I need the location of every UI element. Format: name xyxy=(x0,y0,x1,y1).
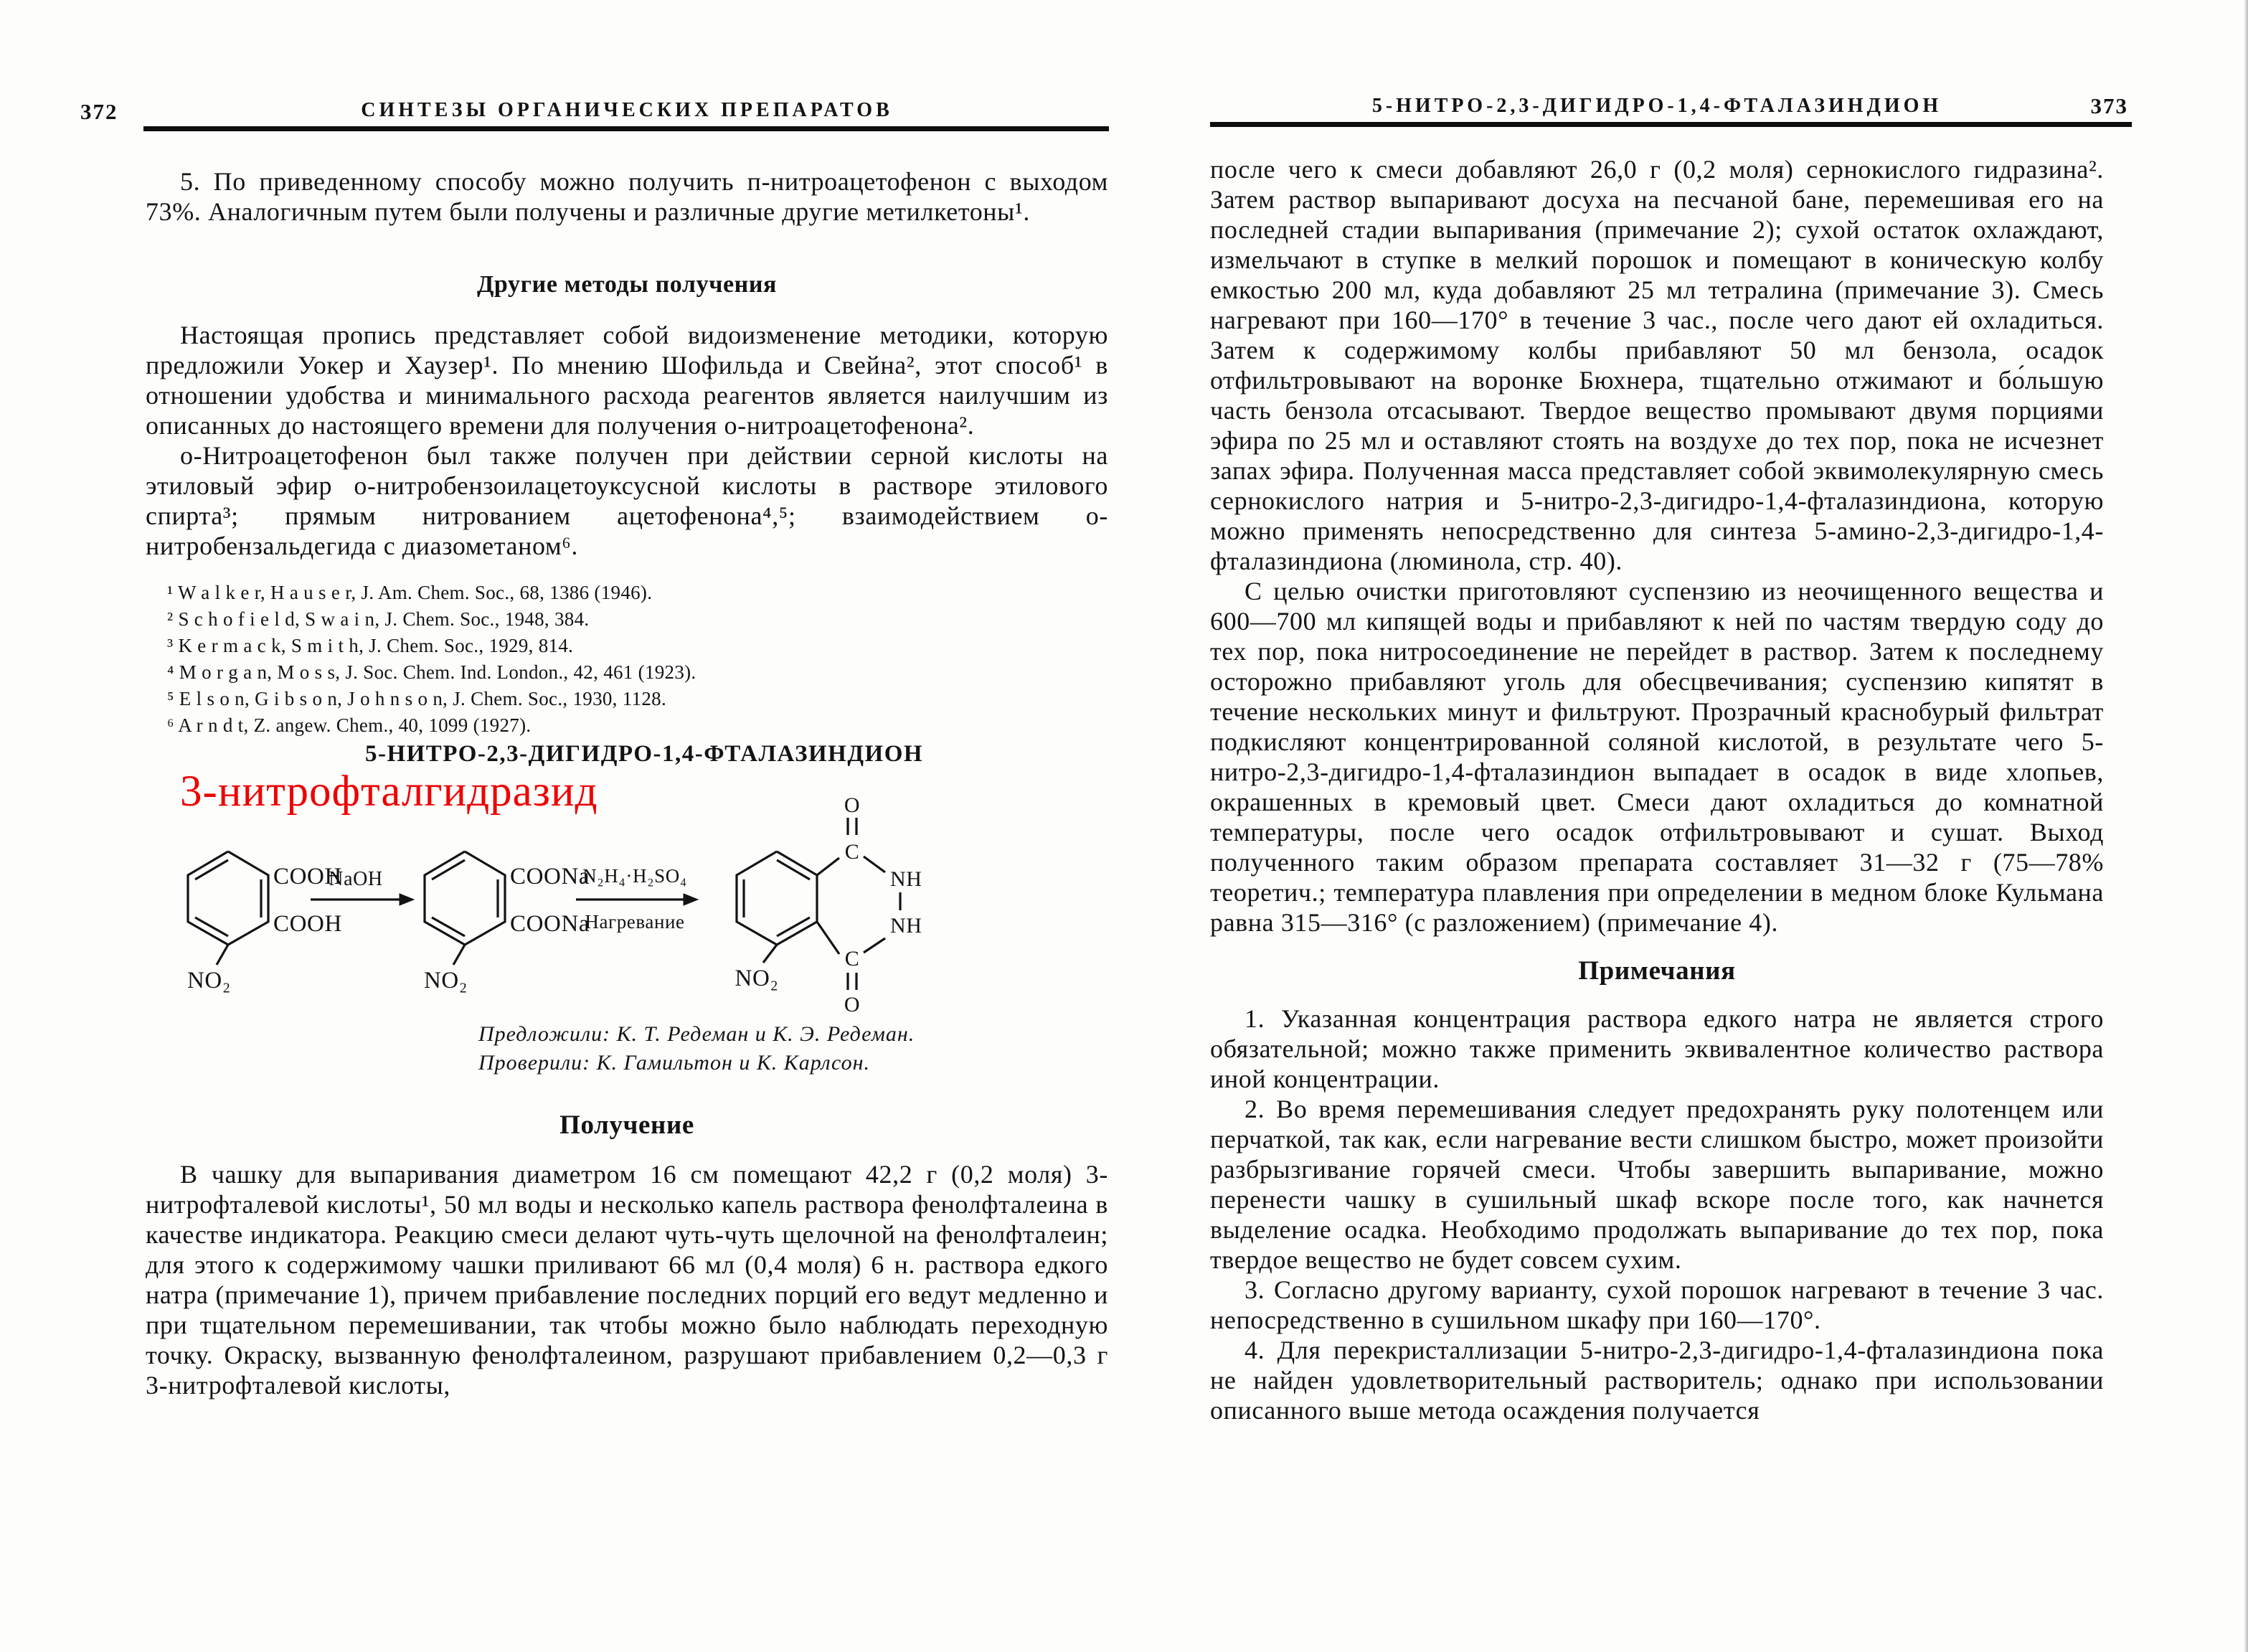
reference-item: ⁴ M o r g a n, M o s s, J. Soc. Chem. Ind. London., 42, 461 (1923). xyxy=(167,661,696,683)
right-page-number: 373 xyxy=(2090,93,2128,118)
credits-proposed-by: Предложили: К. Т. Редеман и К. Э. Редеман. xyxy=(478,1022,915,1046)
right-running-head: 5-НИТРО-2,3-ДИГИДРО-1,4-ФТАЛАЗИНДИОН xyxy=(1371,95,1942,117)
paragraph-main-continued: после чего к смеси добавляют 26,0 г (0,2 моля) сернокислого гидразина². Затем раствор выпаривают досуха на песчаной бане, перемешивая его на последней стадии выпаривания (примечание 2); сухой остаток охлаждают, измельчают в ступке в мелкий порошок и помещают в коническую колбу емкостью 200 мл, куда добавляют 25 мл тетралина (примечание 3). Смесь нагревают при 160—170° в течение 3 час., после чего дают ей охладиться. Затем к содержимому колбы прибавляют 50 мл бензола, осадок отфильтровывают на воронке Бюхнера, тщательно отжимают и бо́льшую часть бензола отсасывают. Твердое вещество промывают двумя порциями эфира по 25 мл и оставляют стоять на воздухе до тех пор, пока не исчезнет запах эфира. Полученная масса представляет собой эквимолекулярную смесь сернокислого натрия и 5-нитро-2,3-дигидро-1,4-фталазиндиона, которую можно применять непосредственно для синтеза 5-амино-2,3-дигидро-1,4-фталазиндиона (люминола, стр. 40). xyxy=(1210,155,2104,575)
paragraph-purification: С целью очистки приготовляют суспензию из неочищенного вещества и 600—700 мл кипящей воды и прибавляют к ней по частям твердую соду до тех пор, пока нитросоединение не перейдет в раствор. Затем к последнему осторожно прибавляют уголь для обесцвечивания; суспензию кипятят в течение нескольких минут и фильтруют. Прозрачный краснобурый фильтрат подкисляют концентрированной соляной кислотой, в результате чего 5-нитро-2,3-дигидро-1,4-фталазиндион выпадает в осадок в виде хлопьев, окрашенных в кремовый цвет. Смеси дают охладиться до комнатной температуры, после чего осадок отфильтровывают и сушат. Выход полученного таким образом препарата составляет 31—32 г (75—78% теоретич.; температура плавления при определении в медном блоке Кульмана равна 315—316° (с разложением) (примечание 4). xyxy=(1210,577,2104,937)
reaction-arrow-hydrazine xyxy=(576,865,698,933)
left-running-head: СИНТЕЗЫ ОРГАНИЧЕСКИХ ПРЕПАРАТОВ xyxy=(361,99,893,121)
label-oxygen: O xyxy=(844,993,861,1016)
credits-checked-by: Проверили: К. Гамильтон и К. Карлсон. xyxy=(478,1051,870,1075)
reference-item: ⁵ E l s o n, G i b s o n, J o h n s o n, J. Chem. Soc., 1930, 1128. xyxy=(167,688,667,709)
left-header-rule xyxy=(143,126,1109,131)
reference-item: ³ K e r m a c k, S m i t h, J. Chem. Soc., 1929, 814. xyxy=(167,635,574,656)
label-no2: NO₂ xyxy=(187,968,231,993)
label-cooh: COOH xyxy=(273,864,342,889)
footnote-references xyxy=(146,580,1108,739)
scan-edge-shadow xyxy=(2244,0,2248,1652)
label-nh: NH xyxy=(890,914,922,938)
reaction-scheme xyxy=(146,790,956,1020)
red-handwritten-annotation: 3-нитрофталгидразид xyxy=(180,768,598,816)
paragraph-methods-2: о-Нитроацетофенон был также получен при действии серной кислоты на этиловый эфир о-нитробензоилацетоуксусной кислоты в растворе этилового спирта³; прямым нитрованием ацетофенона⁴,⁵; взаимодействием о-нитробензальдегида с диазометаном⁶. xyxy=(146,441,1108,560)
reference-item: ⁶ A r n d t, Z. angew. Chem., 40, 1099 (1927). xyxy=(167,714,532,736)
heading-notes: Примечания xyxy=(1578,956,1736,986)
paragraph-methods-1: Настоящая пропись представляет собой видоизменение методики, которую предложили Уокер и Хаузер¹. По мнению Шофильда и Свейна², этот способ¹ в отношении удобства и минимального расхода реагентов является наилучшим из описанных до настоящего времени для получения о-нитроацетофенона². xyxy=(146,321,1108,440)
credits-block xyxy=(478,1020,1108,1077)
right-page-body xyxy=(1210,154,2104,1425)
left-page-body xyxy=(146,166,1108,1400)
note-item-1: 1. Указанная концентрация раствора едкого натра не является строго обязательной; можно также применить эквивалентное количество раствора иной концентрации. xyxy=(1210,1004,2104,1093)
heading-preparation: Получение xyxy=(559,1110,694,1140)
note-item-4: 4. Для перекристаллизации 5-нитро-2,3-дигидро-1,4-фталазиндиона пока не найден удовлетворительный растворитель; однако при использовании описанного выше метода осаждения получается xyxy=(1210,1336,2104,1425)
label-heating: Нагревание xyxy=(585,911,685,933)
section-title: 5-НИТРО-2,3-ДИГИДРО-1,4-ФТАЛАЗИНДИОН xyxy=(364,741,924,767)
paragraph-preparation: В чашку для выпаривания диаметром 16 см помещают 42,2 г (0,2 моля) 3-нитрофталевой кислоты¹, 50 мл воды и несколько капель раствора фенолфталеина в качестве индикатора. Реакцию смеси делают чуть-чуть щелочной на фенолфталеин; для этого к содержимому чашки приливают 66 мл (0,4 моля) 6 н. раствора едкого натра (примечание 1), причем прибавление последних порций его ведут медленно и при тщательном перемешивании, так чтобы можно было наблюдать переходную точку. Окраску, вызванную фенолфталеином, разрушают прибавлением 0,2—0,3 г 3-нитрофталевой кислоты, xyxy=(146,1160,1108,1400)
label-no2: NO₂ xyxy=(735,966,779,991)
structure-disodium-salt xyxy=(424,851,590,993)
heading-other-methods: Другие методы получения xyxy=(476,271,778,298)
label-no2: NO₂ xyxy=(424,968,468,993)
label-carbon: C xyxy=(844,840,860,864)
right-header-rule xyxy=(1210,122,2132,127)
paragraph-intro: 5. По приведенному способу можно получить п-нитроацетофенон с выходом 73%. Аналогичным путем были получены и различные другие метилкетоны¹. xyxy=(146,167,1108,226)
structure-nitrophthalic-acid xyxy=(187,851,342,993)
label-cooh: COOH xyxy=(273,911,342,937)
label-nh: NH xyxy=(890,867,922,891)
label-oxygen: O xyxy=(844,793,861,817)
label-coona: COONa xyxy=(510,911,590,937)
reference-item: ² S c h o f i e l d, S w a i n, J. Chem. Soc., 1948, 384. xyxy=(167,608,590,630)
label-carbon: C xyxy=(844,947,860,971)
note-item-3: 3. Согласно другому варианту, сухой порошок нагревают в течение 3 час. непосредственно в сушильном шкафу при 160—170°. xyxy=(1210,1275,2104,1334)
left-page-number: 372 xyxy=(80,99,118,124)
label-hydrazine-sulfate: N₂H₄·H₂SO₄ xyxy=(582,865,687,887)
note-item-2: 2. Во время перемешивания следует предохранять руку полотенцем или перчаткой, так как, если нагревание вести слишком быстро, может произойти разбрызгивание горячей смеси. Чтобы завершить выпаривание, можно перенести чашку в сушильный шкаф вскоре после того, как начнется выделение осадка. Необходимо продолжать выпаривание до тех пор, пока твердое вещество не будет совсем сухим. xyxy=(1210,1095,2104,1274)
label-coona: COONa xyxy=(510,864,590,889)
reference-item: ¹ W a l k e r, H a u s e r, J. Am. Chem. Soc., 68, 1386 (1946). xyxy=(167,582,653,603)
structure-nitrophthalhydrazide xyxy=(735,793,922,1016)
label-naoh: NaOH xyxy=(329,868,383,890)
